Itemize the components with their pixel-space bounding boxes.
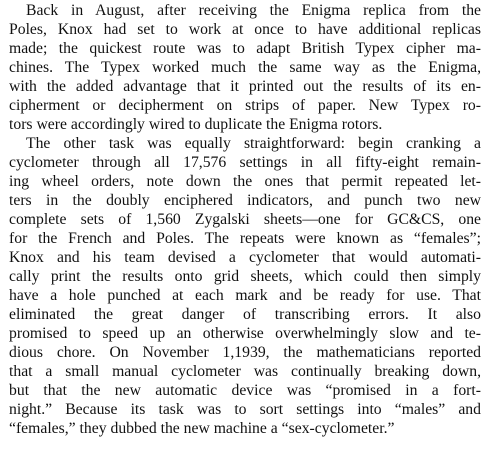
text-line: night.” Because its task was to sort settings into “males” and [9, 401, 481, 418]
text-line: tors were accordingly wired to duplicate the Enigma rotors. [9, 116, 383, 133]
text-line: complete sets of 1,560 Zygalski sheets—one for GC&CS, one [9, 211, 481, 228]
text-line: dious chore. On November 1,1939, the mathematicians reported [9, 344, 481, 361]
document-page [9, 1, 481, 438]
text-line: cyclometer through all 17,576 settings in all fifty-eight remain- [9, 154, 481, 171]
text-line: cipherment or decipherment on strips of paper. New Typex ro- [9, 97, 481, 114]
text-line: The other task was equally straightforward: begin cranking a [26, 135, 481, 152]
text-line: ing wheel orders, note down the ones that permit repeated let- [9, 173, 481, 190]
text-line: but that the new automatic device was “promised in a fort- [9, 382, 481, 399]
text-line: for the French and Poles. The repeats were known as “females”; [9, 230, 481, 247]
text-line: that a small manual cyclometer was continually breaking down, [9, 363, 481, 380]
text-line: cally print the results onto grid sheets, which could then simply [9, 268, 481, 285]
text-line: promised to speed up an otherwise overwhelmingly slow and te- [9, 325, 481, 342]
paragraph-2 [9, 134, 481, 438]
text-line: made; the quickest route was to adapt British Typex cipher ma- [9, 40, 481, 57]
text-line: Knox and his team devised a cyclometer that would automati- [9, 249, 481, 266]
text-line: “females,” they dubbed the new machine a “sex-cyclometer.” [9, 420, 395, 437]
text-line: with the added advantage that it printed out the results of its en- [9, 78, 481, 95]
text-line: ters in the doubly enciphered indicators, and punch two new [9, 192, 481, 209]
text-line: Back in August, after receiving the Enigma replica from the [26, 2, 481, 19]
text-line: have a hole punched at each mark and be ready for use. That [9, 287, 481, 304]
text-line: Poles, Knox had set to work at once to have additional replicas [9, 21, 481, 38]
text-line: eliminated the great danger of transcribing errors. It also [9, 306, 481, 323]
paragraph-1 [9, 1, 481, 134]
text-line: chines. The Typex worked much the same way as the Enigma, [9, 59, 481, 76]
